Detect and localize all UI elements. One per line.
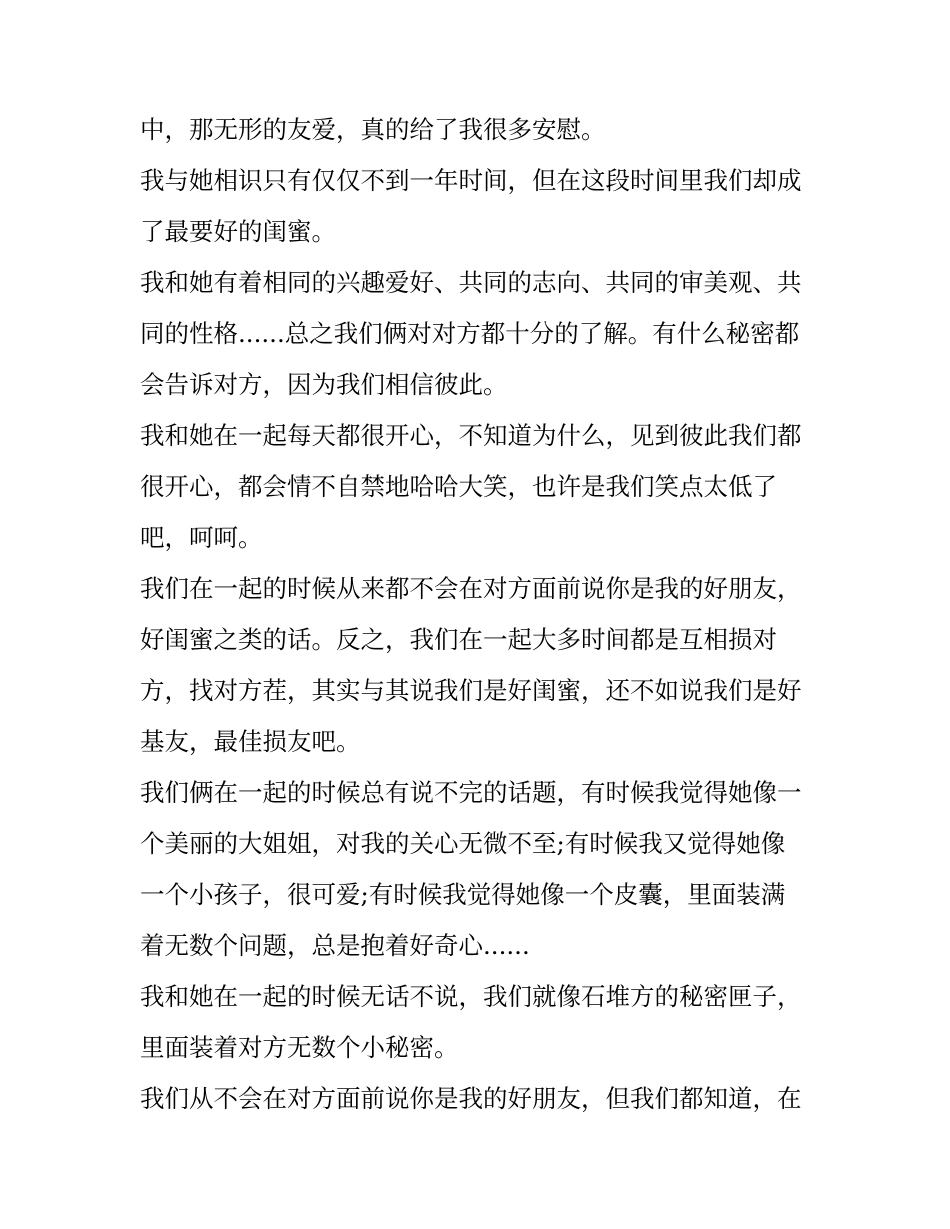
text-line: 我和她在一起每天都很开心，不知道为什么，见到彼此我们都 xyxy=(140,421,802,450)
text-line: 我和她在一起的时候无话不说，我们就像石堆方的秘密匣子， xyxy=(140,982,802,1011)
document-body xyxy=(140,104,820,1124)
text-line: 吧，呵呵。 xyxy=(140,523,263,552)
text-line: 很开心，都会情不自禁地哈哈大笑，也许是我们笑点太低了 xyxy=(140,472,777,501)
text-line: 同的性格......总之我们俩对对方都十分的了解。有什么秘密都 xyxy=(140,319,800,348)
text-line: 我们俩在一起的时候总有说不完的话题，有时候我觉得她像一 xyxy=(140,778,802,807)
text-line: 我和她有着相同的兴趣爱好、共同的志向、共同的审美观、共 xyxy=(140,268,802,297)
text-line: 会告诉对方，因为我们相信彼此。 xyxy=(140,370,508,399)
text-line: 着无数个问题，总是抱着好奇心...... xyxy=(140,931,530,960)
text-line: 中，那无形的友爱，真的给了我很多安慰。 xyxy=(140,115,606,144)
text-line: 我们从不会在对方面前说你是我的好朋友，但我们都知道，在 xyxy=(140,1084,802,1113)
text-line: 个美丽的大姐姐，对我的关心无微不至;有时候我又觉得她像 xyxy=(140,829,786,858)
text-line: 基友，最佳损友吧。 xyxy=(140,727,361,756)
text-line: 一个小孩子，很可爱;有时候我觉得她像一个皮囊，里面装满 xyxy=(140,880,786,909)
text-line: 我与她相识只有仅仅不到一年时间，但在这段时间里我们却成 xyxy=(140,166,802,195)
text-line: 了最要好的闺蜜。 xyxy=(140,217,336,246)
text-line: 好闺蜜之类的话。反之，我们在一起大多时间都是互相损对 xyxy=(140,625,777,654)
text-line: 里面装着对方无数个小秘密。 xyxy=(140,1033,459,1062)
text-line: 我们在一起的时候从来都不会在对方面前说你是我的好朋友， xyxy=(140,574,802,603)
text-line: 方，找对方茬，其实与其说我们是好闺蜜，还不如说我们是好 xyxy=(140,676,802,705)
